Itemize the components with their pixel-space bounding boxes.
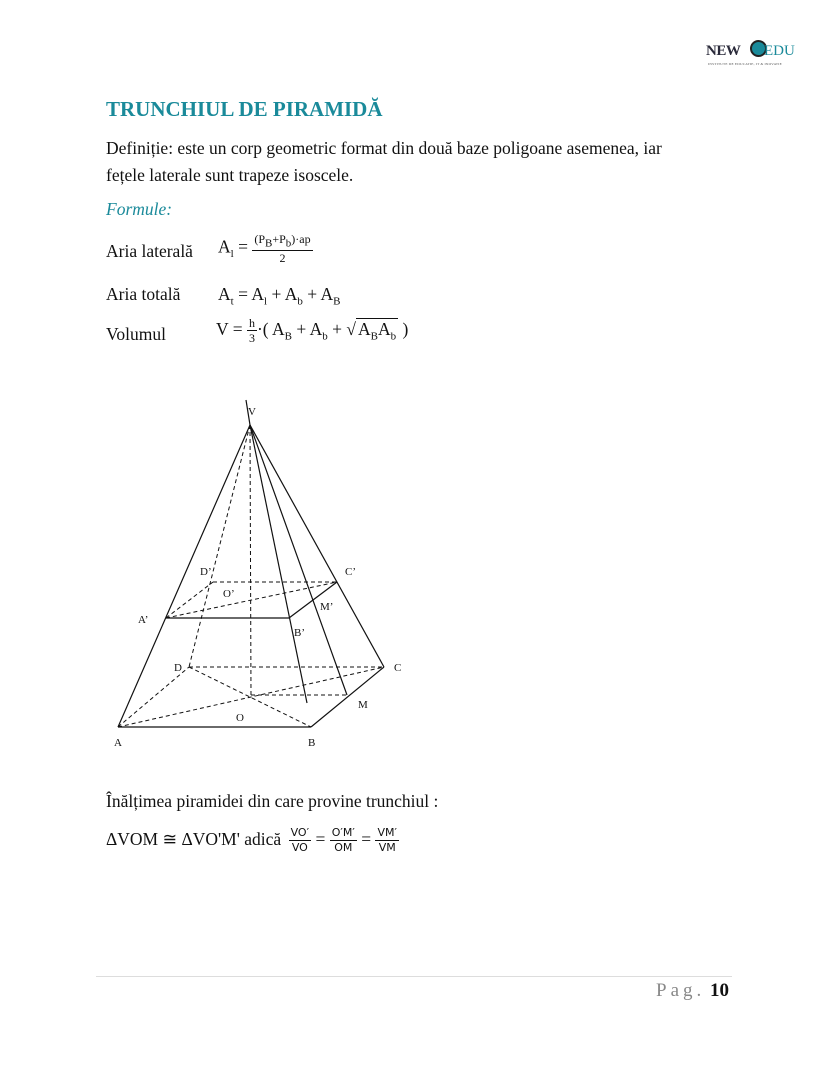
formula-lateral: $A_l$ = $\frac{(P_B+P_b)\cdot ap}{2}$ [218, 232, 311, 266]
diag-A1C1 [166, 582, 337, 618]
logo-text-new: NEW [706, 43, 741, 59]
label-C1: C’ [345, 566, 356, 578]
label-O1: O’ [223, 588, 235, 600]
label-A1: A’ [138, 614, 149, 626]
logo-text-edu: EDU [764, 43, 795, 59]
formula-lateral-label: Aria laterală [106, 241, 193, 261]
height-VO [250, 425, 251, 697]
formula-total: $A_t = A_l + A_b + A_B$ [218, 284, 341, 308]
diag-AC [118, 667, 384, 727]
label-V: V [248, 406, 256, 418]
page-title: TRUNCHIUL DE PIRAMIDĂ [106, 97, 383, 121]
page-number: Pag. 10 [656, 980, 729, 1001]
edge-BC [311, 667, 384, 727]
edge-VA [118, 425, 250, 727]
label-O: O [236, 712, 244, 724]
height-heading: Înălțimea piramidei din care provine trunchiul : [106, 791, 439, 811]
label-B: B [308, 737, 316, 749]
label-B1: B’ [294, 627, 305, 639]
definition-line-2: fețele laterale sunt trapeze isoscele. [106, 165, 354, 185]
formula-volume-label: Volumul [106, 324, 166, 344]
edge-VC [250, 425, 384, 667]
label-M: M [358, 699, 368, 711]
logo-subtitle: INSTITUTE DE EDUCATIE, IT & INOVATIE [708, 62, 782, 66]
apothem-VM [250, 425, 347, 695]
similarity-formula: ΔVOM ≅ ΔVO'M' adică $\frac{VO'}{VO}$ = $\frac{O'M'}{OM}$ = $\frac{VM'}{VM}$ [106, 826, 397, 855]
edge-VB [250, 425, 307, 703]
formula-volume: V = $\frac{h}{3}$ ·( $A_B + A_b$ + √ $A_BA_b$ ) [216, 316, 409, 346]
label-D1: D’ [200, 566, 212, 578]
label-A: A [114, 737, 122, 749]
edge-AD [118, 667, 189, 727]
formula-total-label: Aria totală [106, 284, 181, 304]
label-C: C [394, 662, 402, 674]
edge-VD [189, 425, 250, 667]
footer-divider [96, 976, 732, 977]
label-M1: M’ [320, 601, 334, 613]
formulas-heading: Formule: [106, 199, 173, 219]
definition-line-1: Definiție: este un corp geometric format din două baze poligoane asemenea, iar [106, 138, 662, 158]
label-D: D [174, 662, 182, 674]
